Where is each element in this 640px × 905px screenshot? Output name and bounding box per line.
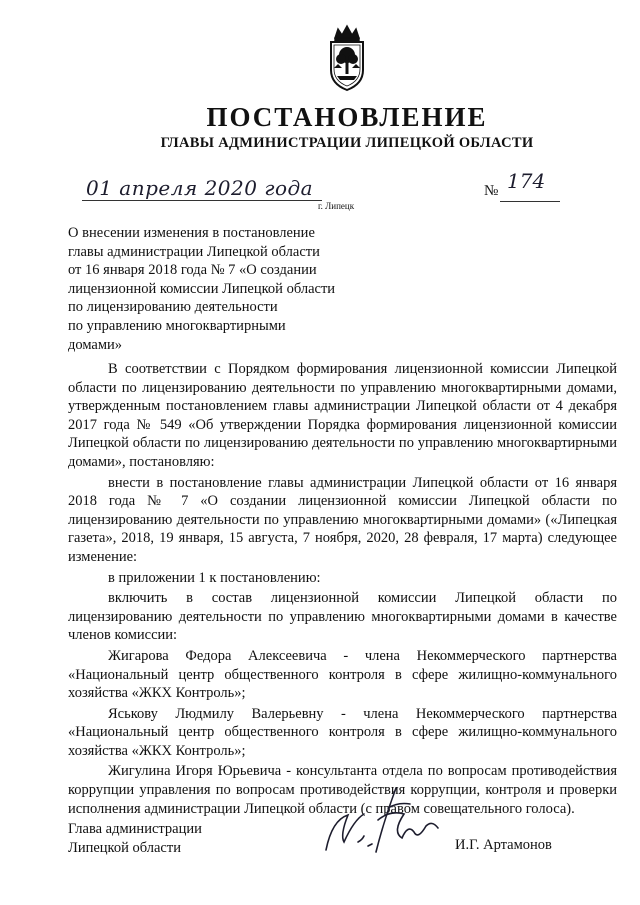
signer-name: И.Г. Артамонов bbox=[455, 837, 552, 853]
date-underline bbox=[82, 200, 322, 201]
body-paragraph: Яськову Людмилу Валерьевну - члена Некоммерческого партнерства «Национальный центр общественного контроля в сфере жилищно-коммунального хозяйства «ЖКХ Контроль»; bbox=[68, 705, 617, 759]
body-paragraph: Жигулина Игоря Юрьевича - консультанта отдела по вопросам противодействия коррупции управления по вопросам противодействия коррупции, контроля и проверки исполнения администрации Липецкой области (с правом совещательного голоса). bbox=[68, 763, 617, 817]
body-paragraph: внести в постановление главы администрации Липецкой области от 16 января 2018 года № 7 «О создании лицензионной комиссии Липецкой области по лицензированию деятельности по управлению многоквартирными домами» («Липецкая газета», 2018, 19 января, 15 августа, 7 ноября, 2020, 28 февраля, 17 марта) следующее изменение: bbox=[68, 474, 617, 565]
position-line: Глава администрации bbox=[68, 821, 202, 837]
body-paragraph: в приложении 1 к постановлению: bbox=[108, 569, 321, 586]
coat-of-arms-icon bbox=[323, 24, 371, 92]
subject-line: по лицензированию деятельности bbox=[68, 299, 278, 316]
subject-line: О внесении изменения в постановление bbox=[68, 225, 315, 241]
document-title: ПОСТАНОВЛЕНИЕ bbox=[206, 102, 488, 132]
subject-line: главы администрации Липецкой области bbox=[68, 243, 320, 260]
subject-line: по управлению многоквартирными bbox=[68, 317, 286, 334]
document-place: г. Липецк bbox=[318, 201, 355, 211]
signatory-position bbox=[68, 820, 202, 857]
subject-line: от 16 января 2018 года № 7 «О создании bbox=[68, 262, 317, 279]
document-subject bbox=[68, 224, 378, 354]
subject-line: домами» bbox=[68, 336, 123, 353]
document-date: 01 апреля 2020 года bbox=[86, 176, 314, 200]
number-underline bbox=[500, 201, 560, 202]
position-line: Липецкой области bbox=[68, 839, 181, 856]
subject-line: лицензионной комиссии Липецкой области bbox=[68, 280, 336, 297]
body-paragraph: включить в состав лицензионной комиссии Липецкой области по лицензированию деятельности по управлению многоквартирными домами в качестве членов комиссии: bbox=[68, 590, 617, 644]
body-paragraph: В соответствии с Порядком формирования лицензионной комиссии Липецкой области по лицензированию деятельности по управлению многоквартирными домами, утвержденным постановлением главы администрации Липецкой области от 4 декабря 2017 года № 549 «Об утверждении Порядка формирования лицензионной комиссии Липецкой области по лицензированию деятельности по управлению многоквартирными домами», постановляю: bbox=[68, 361, 617, 470]
document-subtitle: ГЛАВЫ АДМИНИСТРАЦИИ ЛИПЕЦКОЙ ОБЛАСТИ bbox=[160, 135, 534, 151]
document-number: 174 bbox=[507, 169, 546, 193]
number-label: № bbox=[484, 183, 499, 199]
document-body bbox=[68, 360, 617, 818]
signature-icon bbox=[318, 780, 453, 862]
body-paragraph: Жигарова Федора Алексеевича - члена Некоммерческого партнерства «Национальный центр общественного контроля в сфере жилищно-коммунального хозяйства «ЖКХ Контроль»; bbox=[68, 647, 617, 702]
